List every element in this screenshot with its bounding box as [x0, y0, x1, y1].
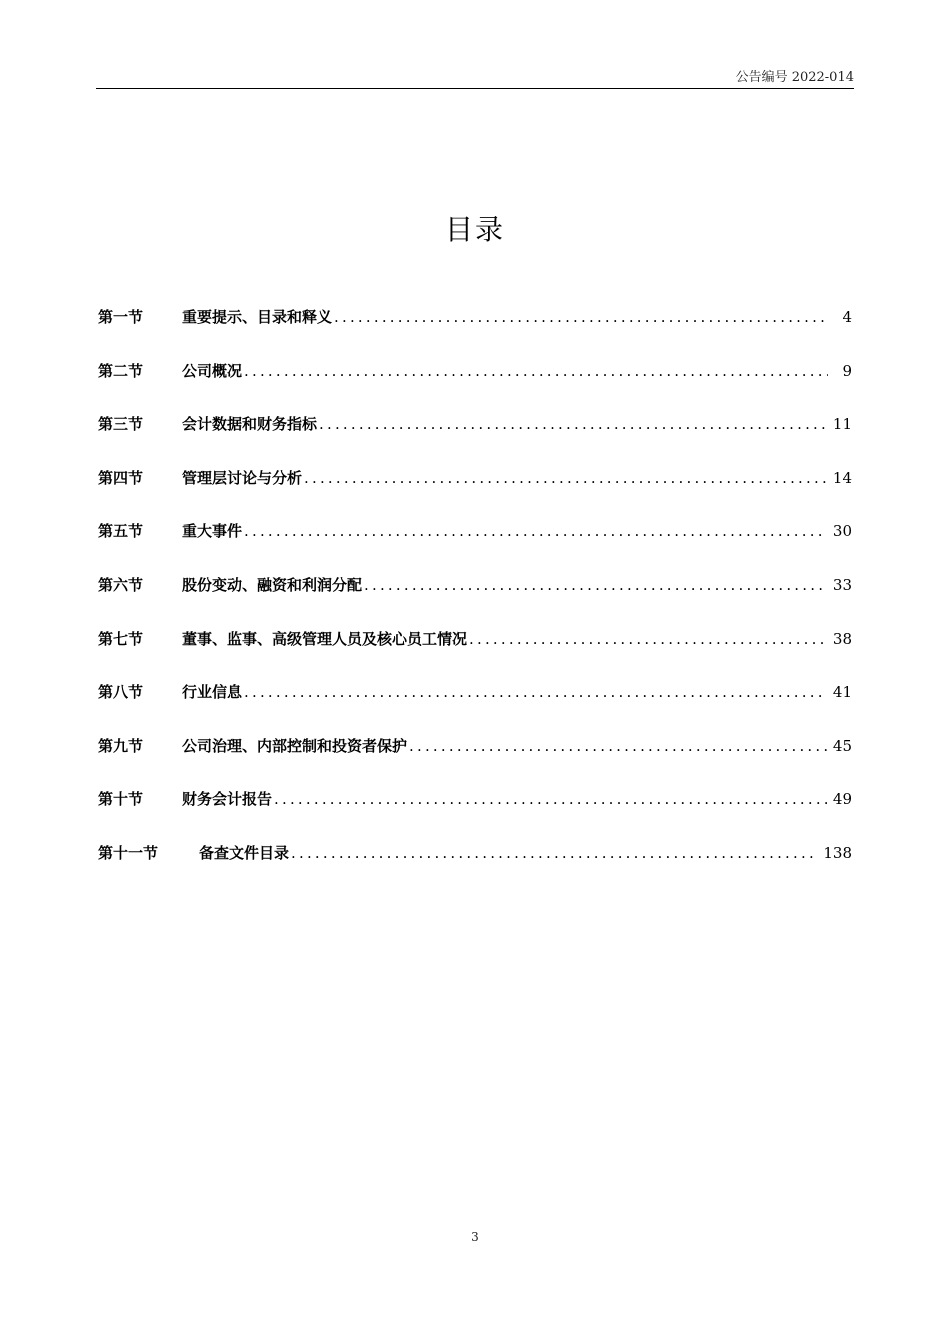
toc-section-title: 会计数据和财务指标: [182, 415, 318, 434]
toc-section-number: 第八节: [98, 683, 144, 702]
toc-entry[interactable]: [98, 842, 852, 896]
toc-section-number: 第十节: [98, 790, 144, 809]
toc-page-number: 9: [842, 361, 852, 380]
toc-entry[interactable]: [98, 360, 852, 414]
page-number: 3: [471, 1230, 479, 1244]
toc-leader-dots: [304, 469, 827, 487]
toc-entry[interactable]: [98, 574, 852, 628]
toc-leader-dots: [244, 683, 827, 701]
toc-section-number: 第六节: [98, 575, 144, 594]
toc-section-number: 第二节: [98, 361, 144, 380]
toc-leader-dots: [469, 630, 827, 648]
toc-leader-dots: [274, 790, 827, 808]
toc-section-title: 董事、监事、高级管理人员及核心员工情况: [182, 629, 468, 648]
toc-section-title: 公司治理、内部控制和投资者保护: [182, 736, 408, 755]
toc-entry[interactable]: [98, 735, 852, 789]
toc-section-number: 第五节: [98, 522, 144, 541]
toc-section-number: 第一节: [98, 308, 144, 326]
toc-section-title: 行业信息: [182, 683, 243, 702]
toc-entry[interactable]: [98, 413, 852, 467]
toc-page-number: 4: [842, 308, 852, 326]
toc-page-number: 38: [832, 629, 852, 648]
toc-leader-dots: [334, 308, 828, 326]
toc-section-number: 第七节: [98, 629, 144, 648]
toc-leader-dots: [291, 844, 817, 862]
table-of-contents: [98, 306, 852, 896]
toc-section-number: 第三节: [98, 415, 144, 434]
header-divider: [96, 88, 854, 89]
toc-leader-dots: [244, 522, 827, 540]
toc-section-number: 第十一节: [98, 843, 159, 862]
toc-page-number: 45: [832, 736, 852, 755]
toc-page-number: 138: [823, 843, 852, 862]
toc-section-title: 备查文件目录: [199, 843, 290, 862]
toc-entry[interactable]: [98, 681, 852, 735]
toc-page-number: 11: [832, 415, 852, 434]
toc-page-number: 49: [832, 790, 852, 809]
toc-section-title: 管理层讨论与分析: [182, 468, 303, 487]
toc-section-title: 公司概况: [182, 361, 243, 380]
toc-section-title: 股份变动、融资和利润分配: [182, 575, 363, 594]
toc-page-number: 14: [832, 468, 852, 487]
toc-leader-dots: [364, 576, 827, 594]
toc-leader-dots: [409, 737, 827, 755]
toc-leader-dots: [244, 362, 828, 380]
toc-page-number: 30: [832, 522, 852, 541]
toc-entry[interactable]: [98, 306, 852, 360]
toc-page-number: 33: [832, 575, 852, 594]
page-title: 目录: [444, 213, 505, 246]
toc-entry[interactable]: [98, 467, 852, 521]
toc-entry[interactable]: [98, 520, 852, 574]
toc-section-title: 财务会计报告: [182, 790, 273, 809]
toc-section-title: 重要提示、目录和释义: [182, 308, 333, 326]
toc-section-number: 第四节: [98, 468, 144, 487]
toc-entry[interactable]: [98, 788, 852, 842]
toc-section-title: 重大事件: [182, 522, 243, 541]
toc-entry[interactable]: [98, 628, 852, 682]
toc-leader-dots: [319, 415, 827, 433]
announcement-number: 公告编号 2022-014: [735, 70, 854, 85]
toc-section-number: 第九节: [98, 736, 144, 755]
toc-page-number: 41: [832, 683, 852, 702]
